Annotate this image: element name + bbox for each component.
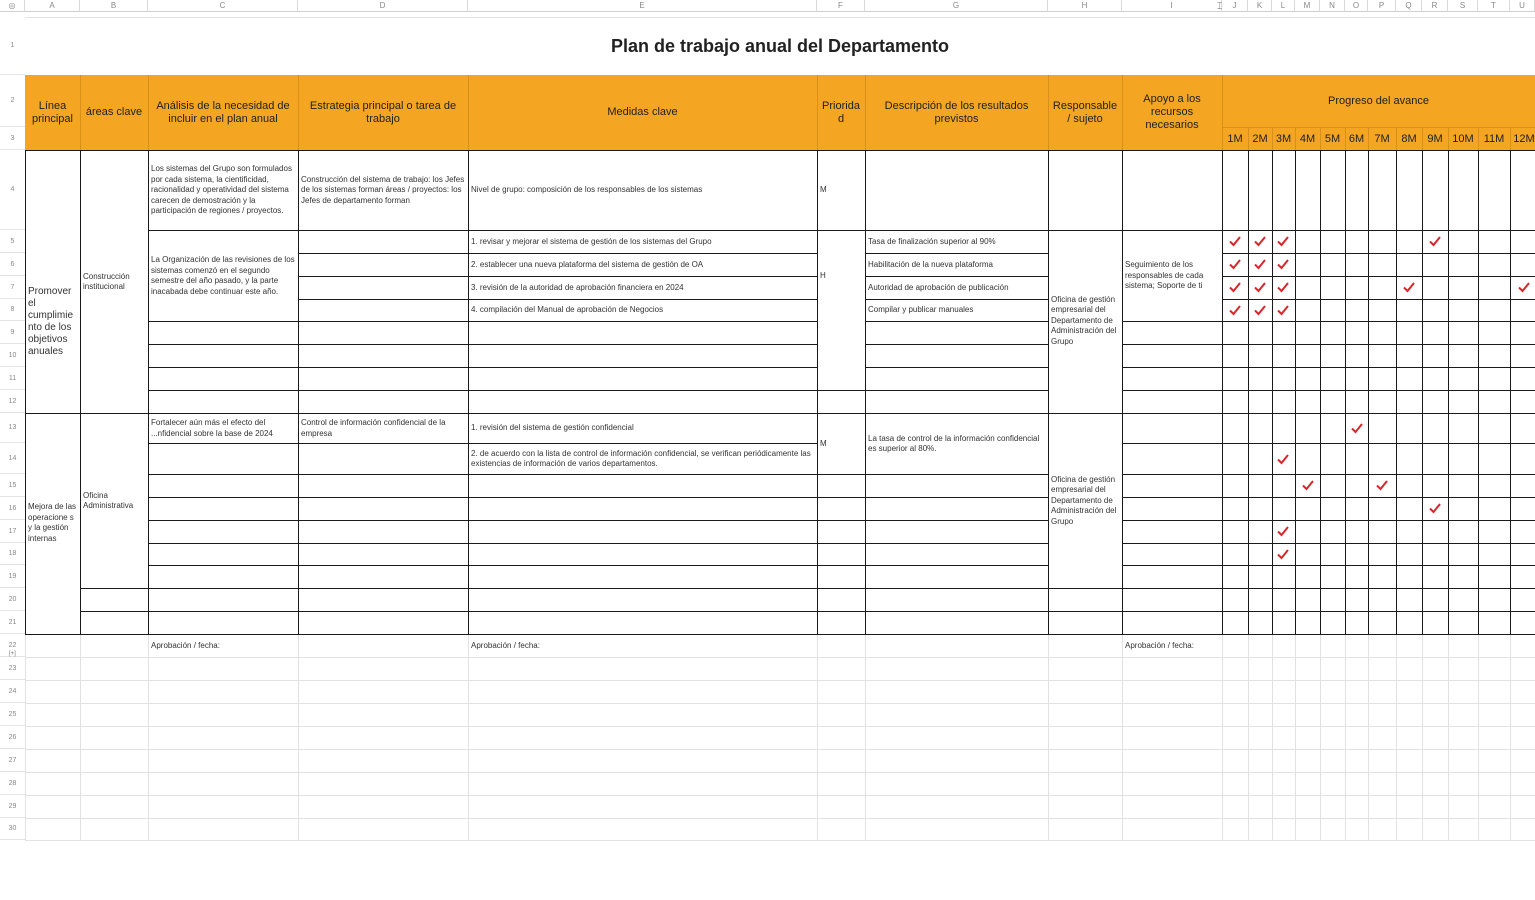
row-header-15[interactable]: 15 (0, 474, 25, 497)
column-header-s[interactable]: S (1448, 0, 1478, 12)
column-header-p[interactable]: P (1368, 0, 1396, 12)
column-header-u[interactable]: U (1510, 0, 1535, 12)
column-header-a[interactable]: A (25, 0, 80, 12)
month-10m[interactable]: 10M (1452, 132, 1474, 145)
column-header-n[interactable]: N (1320, 0, 1345, 12)
check-icon[interactable] (1350, 421, 1364, 435)
row-header-19[interactable]: 19 (0, 565, 25, 588)
header-apoyo[interactable]: Apoyo a los recursos necesarios (1143, 93, 1201, 131)
row-header-21[interactable]: 21 (0, 611, 25, 634)
check-icon[interactable] (1253, 257, 1267, 271)
check-icon[interactable] (1253, 280, 1267, 294)
header-estrategia[interactable]: Estrategia principal o tarea de trabajo (309, 99, 457, 125)
row-header-25[interactable]: 25 (0, 703, 25, 726)
resultado-row-5[interactable]: Tasa de finalización superior al 90% (868, 236, 996, 246)
check-icon[interactable] (1228, 234, 1242, 248)
prioridad-cell-1[interactable]: M (820, 185, 827, 195)
estrategia-cell-2[interactable]: Control de información confidencial de la empresa (301, 418, 446, 438)
header-medidas[interactable]: Medidas clave (607, 106, 678, 118)
approval-e[interactable]: Aprobación / fecha: (471, 640, 540, 650)
month-9m[interactable]: 9M (1427, 132, 1443, 145)
column-header-h[interactable]: H (1048, 0, 1122, 12)
row-header-11[interactable]: 11 (0, 367, 25, 390)
row-header-24[interactable]: 24 (0, 680, 25, 703)
estrategia-cell-1[interactable]: Construcción del sistema de trabajo: los Jefes de los sistemas forman áreas / proyectos: los Jefes de departamento forman (301, 174, 465, 205)
check-icon[interactable] (1276, 280, 1290, 294)
row-header-18[interactable]: 18 (0, 543, 25, 565)
check-icon[interactable] (1276, 452, 1290, 466)
check-icon[interactable] (1276, 257, 1290, 271)
resultado-row-8[interactable]: Compilar y publicar manuales (868, 305, 974, 315)
apoyo-cell-1[interactable]: Seguimiento de los responsables de cada sistema; Soporte de ti (1125, 260, 1204, 291)
row-header-6[interactable]: 6 (0, 253, 25, 276)
header-responsable[interactable]: Responsable / sujeto (1052, 99, 1118, 125)
check-icon[interactable] (1428, 234, 1442, 248)
prioridad-cell-3[interactable]: M (820, 438, 827, 448)
month-1m[interactable]: 1M (1227, 132, 1243, 145)
header-linea[interactable]: Línea principal (32, 99, 73, 125)
row-header-12[interactable]: 12 (0, 390, 25, 413)
header-descripcion[interactable]: Descripción de los resultados previstos (884, 99, 1029, 125)
column-header-t[interactable]: T (1478, 0, 1510, 12)
month-7m[interactable]: 7M (1374, 132, 1390, 145)
row-header-30[interactable]: 30 (0, 818, 25, 840)
row-header-17[interactable]: 17 (0, 520, 25, 543)
check-icon[interactable] (1276, 524, 1290, 538)
prioridad-cell-2[interactable]: H (820, 270, 826, 280)
check-icon[interactable] (1228, 303, 1242, 317)
column-resize-cursor-icon: ⌶ (1217, 1, 1223, 11)
month-2m[interactable]: 2M (1252, 132, 1268, 145)
medida-row-5[interactable]: 1. revisar y mejorar el sistema de gestión de los sistemas del Grupo (471, 236, 712, 246)
check-icon[interactable] (1402, 280, 1416, 294)
area-cell-1[interactable]: Construcción institucional (83, 271, 130, 291)
medida-row-6[interactable]: 2. establecer una nueva plataforma del sistema de gestión de OA (471, 259, 704, 269)
row-header-14[interactable]: 14 (0, 443, 25, 474)
medida-row-13[interactable]: 1. revisión del sistema de gestión confidencial (471, 423, 634, 433)
medida-row-7[interactable]: 3. revisión de la autoridad de aprobación financiera en 2024 (471, 282, 684, 292)
row-header-2[interactable]: 2 (0, 75, 25, 127)
row-header-5[interactable]: 5 (0, 230, 25, 253)
column-header-k[interactable]: K (1248, 0, 1272, 12)
row-header-20[interactable]: 20 (0, 588, 25, 611)
row-header-8[interactable]: 8 (0, 299, 25, 321)
responsable-cell-1[interactable]: Oficina de gestión empresarial del Departamento de Administración del Grupo (1051, 294, 1117, 346)
linea-cell-1[interactable]: Promover el cumplimie nto de los objetivos anuales (28, 286, 74, 357)
medida-row-8[interactable]: 4. compilación del Manual de aprobación de Negocios (471, 305, 664, 315)
area-cell-2[interactable]: Oficina Administrativa (83, 490, 134, 510)
column-header-r[interactable]: R (1422, 0, 1448, 12)
row-header-23[interactable]: 23 (0, 657, 25, 680)
header-areas[interactable]: áreas clave (85, 106, 143, 118)
header-progreso[interactable]: Progreso del avance (1328, 94, 1429, 107)
column-header-d[interactable]: D (298, 0, 468, 12)
month-12m[interactable]: 12M (1513, 132, 1535, 145)
medida-cell-1[interactable]: Nivel de grupo: composición de los responsables de los sistemas (471, 185, 703, 195)
check-icon[interactable] (1276, 303, 1290, 317)
analisis-cell-3[interactable]: Fortalecer aún más el efecto del ...nfidencial sobre la base de 2024 (151, 418, 273, 438)
check-icon[interactable] (1375, 478, 1389, 492)
resultado-row-7[interactable]: Autoridad de aprobación de publicación (868, 282, 1009, 292)
check-icon[interactable] (1301, 478, 1315, 492)
check-icon[interactable] (1428, 501, 1442, 515)
row-header-7[interactable]: 7 (0, 276, 25, 299)
sheet-title[interactable]: Plan de trabajo anual del Departamento (610, 35, 950, 56)
row-header-27[interactable]: 27 (0, 749, 25, 772)
check-icon[interactable] (1228, 280, 1242, 294)
header-analisis[interactable]: Análisis de la necesidad de incluir en el plan anual (156, 99, 290, 125)
check-icon[interactable] (1253, 234, 1267, 248)
resultado-row-6[interactable]: Habilitación de la nueva plataforma (868, 259, 993, 269)
column-header-l[interactable]: L (1272, 0, 1295, 12)
column-header-e[interactable]: E (468, 0, 817, 12)
medida-row-14[interactable]: 2. de acuerdo con la lista de control de información confidencial, se verifican periódicamente las existencias de información de varios departamentos. (471, 448, 811, 468)
check-icon[interactable] (1228, 257, 1242, 271)
row-header-1[interactable]: 1 (0, 17, 25, 75)
column-header-f[interactable]: F (817, 0, 865, 12)
column-header-o[interactable]: O (1345, 0, 1368, 12)
row-header-4[interactable]: 4 (0, 150, 25, 230)
check-icon[interactable] (1276, 234, 1290, 248)
row-header-3[interactable]: 3 (0, 127, 25, 150)
column-header-b[interactable]: B (80, 0, 148, 12)
check-icon[interactable] (1517, 280, 1531, 294)
row-header-29[interactable]: 29 (0, 795, 25, 818)
month-4m[interactable]: 4M (1299, 132, 1316, 145)
row-header-10[interactable]: 10 (0, 344, 25, 367)
month-11m[interactable]: 11M (1483, 132, 1505, 145)
select-all-corner[interactable] (0, 0, 25, 12)
column-header-c[interactable]: C (148, 0, 298, 12)
row-header-13[interactable]: 13 (0, 413, 25, 443)
check-icon[interactable] (1276, 547, 1290, 561)
month-3m[interactable]: 3M (1275, 132, 1292, 145)
approval-c[interactable]: Aprobación / fecha: (151, 640, 220, 650)
column-header-q[interactable]: Q (1396, 0, 1422, 12)
eye-icon: ◎ (8, 1, 16, 10)
column-header-g[interactable]: G (865, 0, 1048, 12)
header-prioridad[interactable]: Priorida d (822, 99, 860, 125)
row-insert-icon: [+] (9, 651, 16, 657)
month-5m[interactable]: 5M (1324, 132, 1341, 145)
row-header-22[interactable]: 22 (0, 634, 25, 657)
month-6m[interactable]: 6M (1348, 132, 1365, 145)
responsable-cell-2[interactable]: Oficina de gestión empresarial del Departamento de Administración del Grupo (1051, 474, 1117, 526)
linea-cell-2[interactable]: Mejora de las operacione s y la gestión internas (28, 502, 77, 543)
analisis-cell-1[interactable]: Los sistemas del Grupo son formulados por cada sistema, la cientificidad, racionalidad y operatividad del sistema carecen de demostración y la participación de regiones / proyectos. (151, 164, 292, 216)
row-header-26[interactable]: 26 (0, 726, 25, 749)
column-header-i[interactable]: I (1122, 0, 1222, 12)
resultado-cell-2[interactable]: La tasa de control de la información confidencial es superior al 80%. (868, 433, 1040, 453)
row-header-16[interactable]: 16 (0, 497, 25, 520)
month-8m[interactable]: 8M (1401, 132, 1417, 145)
check-icon[interactable] (1253, 303, 1267, 317)
row-header-28[interactable]: 28 (0, 772, 25, 795)
column-header-m[interactable]: M (1295, 0, 1320, 12)
analisis-cell-2[interactable]: La Organización de las revisiones de los sistemas comenzó en el segundo semestre del año pasado, y la parte inacabada debe continuar este año. (151, 255, 295, 296)
approval-i[interactable]: Aprobación / fecha: (1125, 640, 1194, 650)
row-header-9[interactable]: 9 (0, 321, 25, 344)
column-header-j[interactable]: J (1222, 0, 1248, 12)
